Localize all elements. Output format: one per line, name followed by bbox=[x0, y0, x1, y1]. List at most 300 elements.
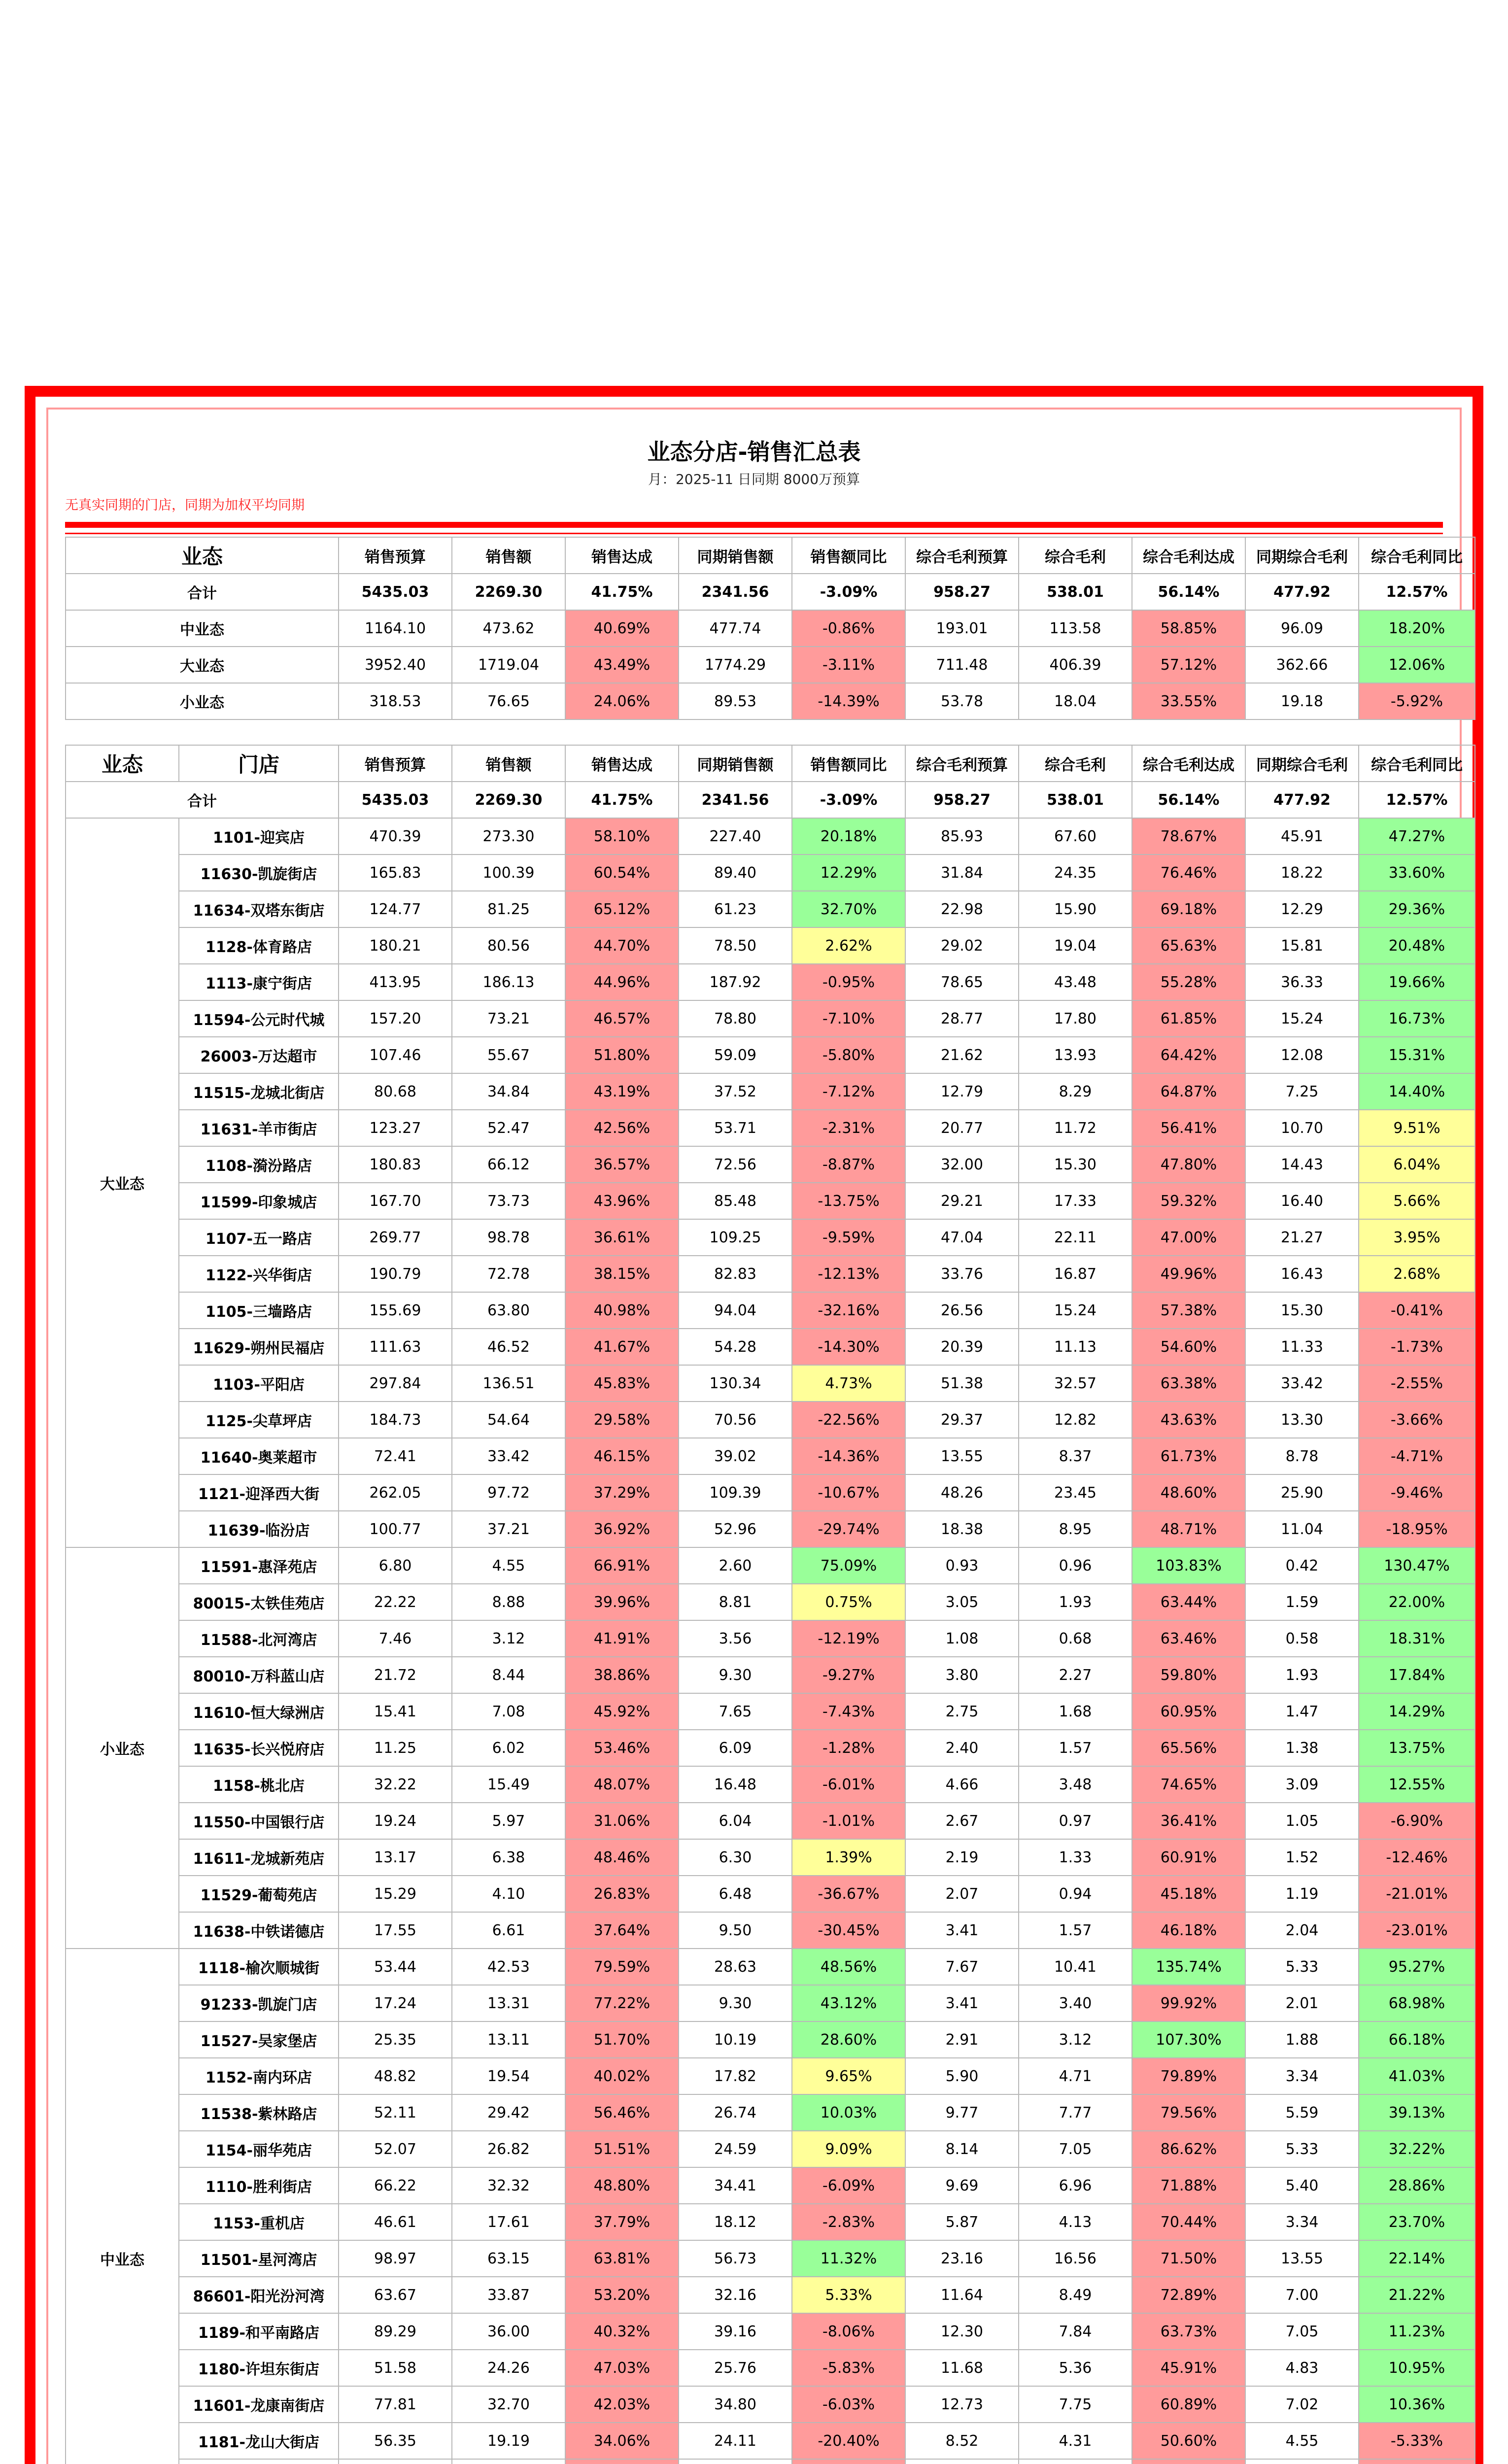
store-name-cell: 11639-临汾店 bbox=[179, 1511, 339, 1547]
store-value-cell: 3.48 bbox=[1019, 1766, 1132, 1803]
store-name-cell: 1180-许坦东街店 bbox=[179, 2350, 339, 2386]
store-value-cell: 130.47% bbox=[1359, 1547, 1475, 1584]
store-value-cell: -12.19% bbox=[792, 1620, 905, 1657]
store-value-cell: 11.13 bbox=[1019, 1329, 1132, 1365]
store-value-cell: 17.80 bbox=[1019, 1000, 1132, 1037]
store-value-cell: -6.90% bbox=[1359, 1803, 1475, 1839]
detail-header-cell: 综合毛利达成 bbox=[1132, 745, 1245, 782]
store-value-cell: 47.04 bbox=[905, 1219, 1019, 1256]
store-name-cell: 1125-尖草坪店 bbox=[179, 1402, 339, 1438]
store-value-cell: 66.18% bbox=[1359, 2021, 1475, 2058]
store-value-cell: -21.01% bbox=[1359, 1876, 1475, 1912]
summary-value-cell: 711.48 bbox=[905, 647, 1019, 683]
store-value-cell: -4.71% bbox=[1359, 1438, 1475, 1474]
store-value-cell bbox=[565, 2459, 679, 2464]
store-value-cell bbox=[679, 2459, 792, 2464]
store-value-cell: -29.74% bbox=[792, 1511, 905, 1547]
store-value-cell: 46.61 bbox=[339, 2204, 452, 2240]
store-value-cell: -14.36% bbox=[792, 1438, 905, 1474]
store-value-cell: 99.92% bbox=[1132, 1985, 1245, 2021]
store-value-cell: 22.22 bbox=[339, 1584, 452, 1620]
store-value-cell: 72.89% bbox=[1132, 2277, 1245, 2313]
store-value-cell: 37.79% bbox=[565, 2204, 679, 2240]
store-value-cell: 2.27 bbox=[1019, 1657, 1132, 1693]
summary-value-cell: 318.53 bbox=[339, 683, 452, 719]
store-value-cell: -0.41% bbox=[1359, 1292, 1475, 1329]
store-value-cell: 34.41 bbox=[679, 2167, 792, 2204]
store-value-cell: 45.91% bbox=[1132, 2350, 1245, 2386]
store-name-cell: 11594-公元时代城 bbox=[179, 1000, 339, 1037]
summary-value-cell: -3.11% bbox=[792, 647, 905, 683]
store-value-cell: 3.95% bbox=[1359, 1219, 1475, 1256]
store-name-cell: 1152-南内环店 bbox=[179, 2058, 339, 2094]
store-value-cell: 10.70 bbox=[1245, 1110, 1359, 1146]
store-value-cell: 29.02 bbox=[905, 927, 1019, 964]
store-value-cell: 6.30 bbox=[679, 1839, 792, 1876]
store-value-cell: 36.57% bbox=[565, 1146, 679, 1183]
store-value-cell: 165.83 bbox=[339, 855, 452, 891]
store-name-cell: 1154-丽华苑店 bbox=[179, 2131, 339, 2167]
summary-category-cell: 合计 bbox=[66, 574, 339, 610]
store-row bbox=[66, 1037, 1475, 1073]
store-name-cell: 80010-万科蓝山店 bbox=[179, 1657, 339, 1693]
store-value-cell: -5.80% bbox=[792, 1037, 905, 1073]
store-value-cell: 15.81 bbox=[1245, 927, 1359, 964]
store-value-cell: 61.85% bbox=[1132, 1000, 1245, 1037]
format-group-cell: 小业态 bbox=[66, 1547, 179, 1949]
store-value-cell: 1.52 bbox=[1245, 1839, 1359, 1876]
store-value-cell: 15.24 bbox=[1245, 1000, 1359, 1037]
store-value-cell: 54.60% bbox=[1132, 1329, 1245, 1365]
store-value-cell: 47.03% bbox=[565, 2350, 679, 2386]
store-row bbox=[66, 1511, 1475, 1547]
store-row bbox=[66, 1912, 1475, 1949]
store-value-cell: 18.22 bbox=[1245, 855, 1359, 891]
store-value-cell: 52.11 bbox=[339, 2094, 452, 2131]
store-value-cell: 59.80% bbox=[1132, 1657, 1245, 1693]
store-value-cell: 21.27 bbox=[1245, 1219, 1359, 1256]
store-value-cell: 3.12 bbox=[1019, 2021, 1132, 2058]
store-value-cell: 37.64% bbox=[565, 1912, 679, 1949]
store-value-cell: 53.46% bbox=[565, 1730, 679, 1766]
store-value-cell: 48.60% bbox=[1132, 1474, 1245, 1511]
store-value-cell: 1.38 bbox=[1245, 1730, 1359, 1766]
store-row bbox=[66, 1292, 1475, 1329]
store-value-cell: 7.05 bbox=[1245, 2313, 1359, 2350]
store-row bbox=[66, 1766, 1475, 1803]
store-value-cell: 43.63% bbox=[1132, 1402, 1245, 1438]
store-value-cell: 9.69 bbox=[905, 2167, 1019, 2204]
store-value-cell: 53.44 bbox=[339, 1949, 452, 1985]
summary-value-cell: 477.92 bbox=[1245, 574, 1359, 610]
store-row bbox=[66, 1110, 1475, 1146]
store-value-cell: 63.46% bbox=[1132, 1620, 1245, 1657]
store-value-cell: 76.46% bbox=[1132, 855, 1245, 891]
store-value-cell bbox=[1019, 2459, 1132, 2464]
format-group-cell: 中业态 bbox=[66, 1949, 179, 2464]
store-value-cell: 61.23 bbox=[679, 891, 792, 927]
store-value-cell: 77.81 bbox=[339, 2386, 452, 2423]
store-name-cell: 80015-太铁佳苑店 bbox=[179, 1584, 339, 1620]
store-value-cell: 89.40 bbox=[679, 855, 792, 891]
store-value-cell: 2.75 bbox=[905, 1693, 1019, 1730]
store-name-cell: 26003-万达超市 bbox=[179, 1037, 339, 1073]
store-value-cell: 6.48 bbox=[679, 1876, 792, 1912]
detail-total-value: 12.57% bbox=[1359, 782, 1475, 818]
store-value-cell: -36.67% bbox=[792, 1876, 905, 1912]
store-value-cell: 6.02 bbox=[452, 1730, 565, 1766]
store-value-cell: -6.03% bbox=[792, 2386, 905, 2423]
store-value-cell: 4.55 bbox=[452, 1547, 565, 1584]
summary-value-cell: 19.18 bbox=[1245, 683, 1359, 719]
store-name-cell: 11630-凯旋街店 bbox=[179, 855, 339, 891]
store-row bbox=[66, 1146, 1475, 1183]
detail-header-cell: 同期销售额 bbox=[679, 745, 792, 782]
store-row bbox=[66, 1256, 1475, 1292]
store-value-cell: -6.09% bbox=[792, 2167, 905, 2204]
store-value-cell: 13.11 bbox=[452, 2021, 565, 2058]
store-value-cell: 4.71 bbox=[1019, 2058, 1132, 2094]
store-value-cell: 41.91% bbox=[565, 1620, 679, 1657]
store-value-cell: -32.16% bbox=[792, 1292, 905, 1329]
store-name-cell: 11591-惠泽苑店 bbox=[179, 1547, 339, 1584]
store-value-cell: 95.27% bbox=[1359, 1949, 1475, 1985]
store-value-cell: 3.34 bbox=[1245, 2204, 1359, 2240]
store-value-cell: 15.41 bbox=[339, 1693, 452, 1730]
store-value-cell: 1.39% bbox=[792, 1839, 905, 1876]
summary-header-cell: 业态 bbox=[66, 537, 339, 574]
store-value-cell: 41.67% bbox=[565, 1329, 679, 1365]
store-value-cell: 18.12 bbox=[679, 2204, 792, 2240]
store-row bbox=[66, 1183, 1475, 1219]
store-value-cell: 12.29 bbox=[1245, 891, 1359, 927]
store-value-cell: 85.93 bbox=[905, 818, 1019, 855]
store-value-cell: 0.68 bbox=[1019, 1620, 1132, 1657]
store-name-cell: 86601-阳光汾河湾 bbox=[179, 2277, 339, 2313]
store-value-cell: -1.28% bbox=[792, 1730, 905, 1766]
store-value-cell: 60.54% bbox=[565, 855, 679, 891]
store-row bbox=[66, 1985, 1475, 2021]
store-value-cell: 48.82 bbox=[339, 2058, 452, 2094]
store-row bbox=[66, 2386, 1475, 2423]
store-value-cell: 63.44% bbox=[1132, 1584, 1245, 1620]
store-row bbox=[66, 1730, 1475, 1766]
store-value-cell: 33.42 bbox=[1245, 1365, 1359, 1402]
store-value-cell: 107.30% bbox=[1132, 2021, 1245, 2058]
store-value-cell: 1.57 bbox=[1019, 1730, 1132, 1766]
store-value-cell: 2.62% bbox=[792, 927, 905, 964]
store-row bbox=[66, 927, 1475, 964]
store-value-cell: 4.13 bbox=[1019, 2204, 1132, 2240]
detail-total-value: 5435.03 bbox=[339, 782, 452, 818]
store-value-cell: 2.01 bbox=[1245, 1985, 1359, 2021]
store-value-cell: 17.82 bbox=[679, 2058, 792, 2094]
store-value-cell: 124.77 bbox=[339, 891, 452, 927]
store-name-cell: 1118-榆次顺城街 bbox=[179, 1949, 339, 1985]
store-value-cell: 15.49 bbox=[452, 1766, 565, 1803]
store-value-cell: 40.32% bbox=[565, 2313, 679, 2350]
store-value-cell: 7.08 bbox=[452, 1693, 565, 1730]
store-value-cell: 8.88 bbox=[452, 1584, 565, 1620]
store-value-cell: 31.84 bbox=[905, 855, 1019, 891]
store-value-cell bbox=[792, 2459, 905, 2464]
store-row bbox=[66, 1474, 1475, 1511]
store-value-cell: 26.56 bbox=[905, 1292, 1019, 1329]
store-row bbox=[66, 2131, 1475, 2167]
store-value-cell: 16.48 bbox=[679, 1766, 792, 1803]
store-value-cell: 24.59 bbox=[679, 2131, 792, 2167]
store-value-cell: 39.13% bbox=[1359, 2094, 1475, 2131]
store-value-cell: 7.46 bbox=[339, 1620, 452, 1657]
summary-value-cell: -3.09% bbox=[792, 574, 905, 610]
store-value-cell: -9.59% bbox=[792, 1219, 905, 1256]
store-value-cell: 9.65% bbox=[792, 2058, 905, 2094]
store-value-cell: 68.98% bbox=[1359, 1985, 1475, 2021]
detail-total-row bbox=[66, 782, 1475, 818]
store-name-cell: 1181-龙山大街店 bbox=[179, 2423, 339, 2459]
store-value-cell: 89.29 bbox=[339, 2313, 452, 2350]
store-value-cell bbox=[452, 2459, 565, 2464]
store-value-cell: 17.24 bbox=[339, 1985, 452, 2021]
store-row bbox=[66, 2094, 1475, 2131]
store-value-cell: 13.55 bbox=[1245, 2240, 1359, 2277]
store-value-cell: 49.96% bbox=[1132, 1256, 1245, 1292]
store-value-cell: 54.64 bbox=[452, 1402, 565, 1438]
store-value-cell: 13.55 bbox=[905, 1438, 1019, 1474]
store-value-cell: 2.60 bbox=[679, 1547, 792, 1584]
store-value-cell: -2.31% bbox=[792, 1110, 905, 1146]
store-value-cell: 85.48 bbox=[679, 1183, 792, 1219]
store-value-cell: 16.87 bbox=[1019, 1256, 1132, 1292]
store-value-cell: 78.65 bbox=[905, 964, 1019, 1000]
store-name-cell: 11527-吴家堡店 bbox=[179, 2021, 339, 2058]
summary-value-cell: 12.06% bbox=[1359, 647, 1475, 683]
store-value-cell: 25.35 bbox=[339, 2021, 452, 2058]
store-value-cell: 24.11 bbox=[679, 2423, 792, 2459]
store-value-cell: 65.12% bbox=[565, 891, 679, 927]
store-value-cell bbox=[1132, 2459, 1245, 2464]
store-value-cell: 65.56% bbox=[1132, 1730, 1245, 1766]
store-value-cell: 38.86% bbox=[565, 1657, 679, 1693]
store-value-cell: 9.50 bbox=[679, 1912, 792, 1949]
store-value-cell: 22.98 bbox=[905, 891, 1019, 927]
store-name-cell: 11601-龙康南街店 bbox=[179, 2386, 339, 2423]
store-row bbox=[66, 818, 1475, 855]
store-value-cell: -30.45% bbox=[792, 1912, 905, 1949]
store-value-cell: 155.69 bbox=[339, 1292, 452, 1329]
store-value-cell: 21.62 bbox=[905, 1037, 1019, 1073]
store-value-cell: 21.22% bbox=[1359, 2277, 1475, 2313]
summary-value-cell: 5435.03 bbox=[339, 574, 452, 610]
store-value-cell: 26.82 bbox=[452, 2131, 565, 2167]
store-value-cell: 1.33 bbox=[1019, 1839, 1132, 1876]
store-value-cell: 0.96 bbox=[1019, 1547, 1132, 1584]
store-value-cell: 15.90 bbox=[1019, 891, 1132, 927]
store-value-cell: 29.42 bbox=[452, 2094, 565, 2131]
store-value-cell: 72.41 bbox=[339, 1438, 452, 1474]
store-value-cell: 12.08 bbox=[1245, 1037, 1359, 1073]
summary-value-cell: 2269.30 bbox=[452, 574, 565, 610]
store-value-cell: 32.16 bbox=[679, 2277, 792, 2313]
detail-header-cell: 销售达成 bbox=[565, 745, 679, 782]
store-value-cell: 273.30 bbox=[452, 818, 565, 855]
store-value-cell: 107.46 bbox=[339, 1037, 452, 1073]
store-value-cell: 13.30 bbox=[1245, 1402, 1359, 1438]
store-value-cell: 60.95% bbox=[1132, 1693, 1245, 1730]
store-value-cell: 23.45 bbox=[1019, 1474, 1132, 1511]
detail-header-cell: 销售额同比 bbox=[792, 745, 905, 782]
store-value-cell: 5.66% bbox=[1359, 1183, 1475, 1219]
summary-value-cell: 2341.56 bbox=[679, 574, 792, 610]
store-row bbox=[66, 2204, 1475, 2240]
store-value-cell: 32.57 bbox=[1019, 1365, 1132, 1402]
store-value-cell: 34.84 bbox=[452, 1073, 565, 1110]
store-value-cell: 103.83% bbox=[1132, 1547, 1245, 1584]
report-title: 业态分店-销售汇总表 bbox=[647, 439, 861, 465]
store-value-cell: 8.29 bbox=[1019, 1073, 1132, 1110]
store-value-cell: 111.63 bbox=[339, 1329, 452, 1365]
store-value-cell: -6.01% bbox=[792, 1766, 905, 1803]
store-value-cell: 100.77 bbox=[339, 1511, 452, 1547]
store-value-cell: 56.35 bbox=[339, 2423, 452, 2459]
store-value-cell: 28.77 bbox=[905, 1000, 1019, 1037]
store-value-cell: 11.04 bbox=[1245, 1511, 1359, 1547]
store-name-cell: 11611-龙城新苑店 bbox=[179, 1839, 339, 1876]
store-value-cell: 7.25 bbox=[1245, 1073, 1359, 1110]
store-name-cell: 1189-和平南路店 bbox=[179, 2313, 339, 2350]
store-value-cell: 23.70% bbox=[1359, 2204, 1475, 2240]
store-value-cell: 1.88 bbox=[1245, 2021, 1359, 2058]
detail-header-cell: 销售预算 bbox=[339, 745, 452, 782]
store-value-cell: 11.64 bbox=[905, 2277, 1019, 2313]
summary-header-cell: 销售额同比 bbox=[792, 537, 905, 574]
store-row bbox=[66, 1839, 1475, 1876]
store-value-cell: -10.67% bbox=[792, 1474, 905, 1511]
summary-header-cell: 同期综合毛利 bbox=[1245, 537, 1359, 574]
header-divider-thin bbox=[65, 533, 1443, 534]
store-value-cell: 13.17 bbox=[339, 1839, 452, 1876]
store-row bbox=[66, 2277, 1475, 2313]
store-value-cell: 11.32% bbox=[792, 2240, 905, 2277]
store-value-cell: 10.36% bbox=[1359, 2386, 1475, 2423]
store-value-cell: 72.56 bbox=[679, 1146, 792, 1183]
store-value-cell: 12.55% bbox=[1359, 1766, 1475, 1803]
store-value-cell: 28.63 bbox=[679, 1949, 792, 1985]
store-value-cell: 33.76 bbox=[905, 1256, 1019, 1292]
store-value-cell: 1.68 bbox=[1019, 1693, 1132, 1730]
store-value-cell: 53.71 bbox=[679, 1110, 792, 1146]
store-value-cell: -5.33% bbox=[1359, 2423, 1475, 2459]
store-name-cell: 1105-三墙路店 bbox=[179, 1292, 339, 1329]
store-value-cell: -12.46% bbox=[1359, 1839, 1475, 1876]
store-value-cell: 36.61% bbox=[565, 1219, 679, 1256]
store-value-cell: 37.52 bbox=[679, 1073, 792, 1110]
store-value-cell: 19.54 bbox=[452, 2058, 565, 2094]
store-value-cell: 0.94 bbox=[1019, 1876, 1132, 1912]
store-value-cell: 4.83 bbox=[1245, 2350, 1359, 2386]
store-value-cell bbox=[339, 2459, 452, 2464]
summary-value-cell: 76.65 bbox=[452, 683, 565, 719]
store-value-cell: 10.95% bbox=[1359, 2350, 1475, 2386]
store-value-cell: 8.37 bbox=[1019, 1438, 1132, 1474]
store-value-cell: 17.33 bbox=[1019, 1183, 1132, 1219]
store-name-cell: 1128-体育路店 bbox=[179, 927, 339, 964]
store-value-cell: 11.68 bbox=[905, 2350, 1019, 2386]
detail-total-value: 2341.56 bbox=[679, 782, 792, 818]
store-value-cell: 29.36% bbox=[1359, 891, 1475, 927]
store-value-cell: 43.96% bbox=[565, 1183, 679, 1219]
store-value-cell: 54.28 bbox=[679, 1329, 792, 1365]
store-value-cell: 3.05 bbox=[905, 1584, 1019, 1620]
store-value-cell: 13.75% bbox=[1359, 1730, 1475, 1766]
store-value-cell: 9.30 bbox=[679, 1657, 792, 1693]
store-value-cell: 5.36 bbox=[1019, 2350, 1132, 2386]
store-value-cell: -9.46% bbox=[1359, 1474, 1475, 1511]
store-value-cell: 45.83% bbox=[565, 1365, 679, 1402]
report-inner-border bbox=[46, 408, 1462, 2464]
summary-value-cell: 56.14% bbox=[1132, 574, 1245, 610]
summary-value-cell: 58.85% bbox=[1132, 610, 1245, 647]
store-value-cell: 36.33 bbox=[1245, 964, 1359, 1000]
store-value-cell: 36.41% bbox=[1132, 1803, 1245, 1839]
store-value-cell: 63.81% bbox=[565, 2240, 679, 2277]
store-value-cell: 2.04 bbox=[1245, 1912, 1359, 1949]
store-value-cell: 29.21 bbox=[905, 1183, 1019, 1219]
store-value-cell: 48.80% bbox=[565, 2167, 679, 2204]
store-row bbox=[66, 2459, 1475, 2464]
store-value-cell: -23.01% bbox=[1359, 1912, 1475, 1949]
store-value-cell: 32.32 bbox=[452, 2167, 565, 2204]
store-value-cell: 3.12 bbox=[452, 1620, 565, 1657]
store-value-cell: 81.25 bbox=[452, 891, 565, 927]
store-value-cell: 16.56 bbox=[1019, 2240, 1132, 2277]
store-value-cell: 186.13 bbox=[452, 964, 565, 1000]
summary-header-cell: 综合毛利达成 bbox=[1132, 537, 1245, 574]
store-name-cell: 1153-重机店 bbox=[179, 2204, 339, 2240]
store-value-cell: 19.66% bbox=[1359, 964, 1475, 1000]
store-value-cell: 78.50 bbox=[679, 927, 792, 964]
store-value-cell: 0.58 bbox=[1245, 1620, 1359, 1657]
store-value-cell: 77.22% bbox=[565, 1985, 679, 2021]
store-value-cell: 29.58% bbox=[565, 1402, 679, 1438]
store-row bbox=[66, 1365, 1475, 1402]
summary-value-cell: 473.62 bbox=[452, 610, 565, 647]
store-value-cell: 0.42 bbox=[1245, 1547, 1359, 1584]
store-value-cell: 8.52 bbox=[905, 2423, 1019, 2459]
store-value-cell: 5.90 bbox=[905, 2058, 1019, 2094]
store-value-cell: 74.65% bbox=[1132, 1766, 1245, 1803]
store-name-cell: 11638-中铁诺德店 bbox=[179, 1912, 339, 1949]
store-value-cell: 66.22 bbox=[339, 2167, 452, 2204]
store-value-cell: 66.91% bbox=[565, 1547, 679, 1584]
summary-header-cell: 同期销售额 bbox=[679, 537, 792, 574]
store-value-cell: 7.05 bbox=[1019, 2131, 1132, 2167]
store-value-cell: 48.26 bbox=[905, 1474, 1019, 1511]
store-value-cell: 4.31 bbox=[1019, 2423, 1132, 2459]
store-value-cell: 1.47 bbox=[1245, 1693, 1359, 1730]
store-name-cell: 1158-桃北店 bbox=[179, 1766, 339, 1803]
store-value-cell: 28.60% bbox=[792, 2021, 905, 2058]
store-value-cell: 56.73 bbox=[679, 2240, 792, 2277]
summary-header-cell: 综合毛利预算 bbox=[905, 537, 1019, 574]
store-value-cell: 470.39 bbox=[339, 818, 452, 855]
store-name-cell: 11599-印象城店 bbox=[179, 1183, 339, 1219]
store-value-cell: 36.00 bbox=[452, 2313, 565, 2350]
store-value-cell: 45.92% bbox=[565, 1693, 679, 1730]
store-value-cell: 5.33% bbox=[792, 2277, 905, 2313]
store-value-cell: 60.91% bbox=[1132, 1839, 1245, 1876]
store-value-cell: 64.87% bbox=[1132, 1073, 1245, 1110]
